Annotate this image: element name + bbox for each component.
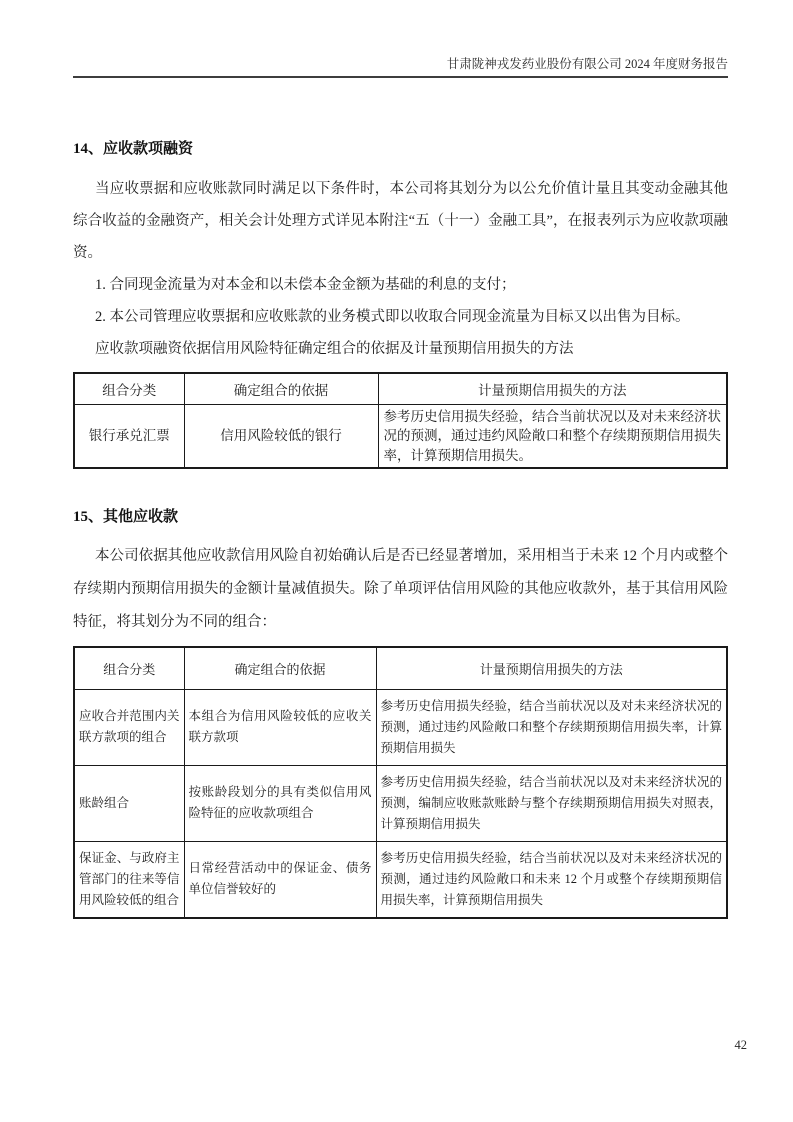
table-row	[74, 404, 727, 468]
page-number: 42	[734, 1038, 747, 1052]
cell-portfolio-class: 保证金、与政府主管部门的往来等信用风险较低的组合	[74, 841, 184, 918]
section-14-item-2: 2. 本公司管理应收票据和应收账款的业务模式即以收取合同现金流量为目标又以出售为目标。	[95, 309, 690, 325]
section-15-heading: 15、其他应收款	[73, 509, 179, 525]
table-row	[74, 689, 727, 765]
section-15-paragraph: 本公司依据其他应收款信用风险自初始确认后是否已经显著增加，采用相当于未来 12 个月内或整个存续期内预期信用损失的金额计量减值损失。除了单项评估信用风险的其他应收款外，基于其信用风险特征，将其划分为不同的组合：	[73, 548, 728, 630]
cell-portfolio-basis: 按账龄段划分的具有类似信用风险特征的应收款项组合	[184, 765, 376, 841]
cell-ecl-method: 参考历史信用损失经验，结合当前状况以及对未来经济状况的预测，通过违约风险敞口和整个存续期预期信用损失率，计算预期信用损失	[376, 689, 727, 765]
other-receivables-table	[73, 646, 728, 919]
section-14-item-1: 1. 合同现金流量为对本金和以未偿本金金额为基础的利息的支付；	[95, 277, 516, 293]
table-header-row	[74, 373, 727, 404]
table-header-row	[74, 647, 727, 689]
cell-ecl-method: 参考历史信用损失经验，结合当前状况以及对未来经济状况的预测，编制应收账款账龄与整个存续期预期信用损失对照表，计算预期信用损失	[376, 765, 727, 841]
column-header-portfolio-basis: 确定组合的依据	[184, 647, 376, 689]
receivables-financing-table	[73, 372, 728, 469]
cell-portfolio-basis: 日常经营活动中的保证金、债务单位信誉较好的	[184, 841, 376, 918]
cell-portfolio-class: 应收合并范围内关联方款项的组合	[74, 689, 184, 765]
cell-ecl-method: 参考历史信用损失经验，结合当前状况以及对未来经济状况的预测，通过违约风险敞口和整个存续期预期信用损失率，计算预期信用损失。	[378, 404, 727, 468]
column-header-portfolio-class: 组合分类	[74, 647, 184, 689]
section-14-paragraph: 当应收票据和应收账款同时满足以下条件时，本公司将其划分为以公允价值计量且其变动金融其他综合收益的金融资产，相关会计处理方式详见本附注“五（十一）金融工具”，在报表列示为应收款项融资。	[73, 181, 728, 261]
header-title: 甘肃陇神戎发药业股份有限公司 2024 年度财务报告	[446, 57, 728, 71]
table-row	[74, 765, 727, 841]
cell-portfolio-basis: 信用风险较低的银行	[184, 404, 378, 468]
column-header-ecl-method: 计量预期信用损失的方法	[378, 373, 727, 404]
cell-ecl-method: 参考历史信用损失经验，结合当前状况以及对未来经济状况的预测，通过违约风险敞口和未来 12 个月或整个存续期预期信用损失率，计算预期信用损失	[376, 841, 727, 918]
column-header-portfolio-basis: 确定组合的依据	[184, 373, 378, 404]
document-header	[73, 57, 728, 78]
column-header-portfolio-class: 组合分类	[74, 373, 184, 404]
table-row	[74, 841, 727, 918]
column-header-ecl-method: 计量预期信用损失的方法	[376, 647, 727, 689]
section-14-body	[73, 173, 728, 365]
cell-portfolio-class: 银行承兑汇票	[74, 404, 184, 468]
cell-portfolio-basis: 本组合为信用风险较低的应收关联方款项	[184, 689, 376, 765]
section-14-table-intro: 应收款项融资依据信用风险特征确定组合的依据及计量预期信用损失的方法	[95, 341, 574, 357]
section-14-heading: 14、应收款项融资	[73, 141, 194, 157]
cell-portfolio-class: 账龄组合	[74, 765, 184, 841]
